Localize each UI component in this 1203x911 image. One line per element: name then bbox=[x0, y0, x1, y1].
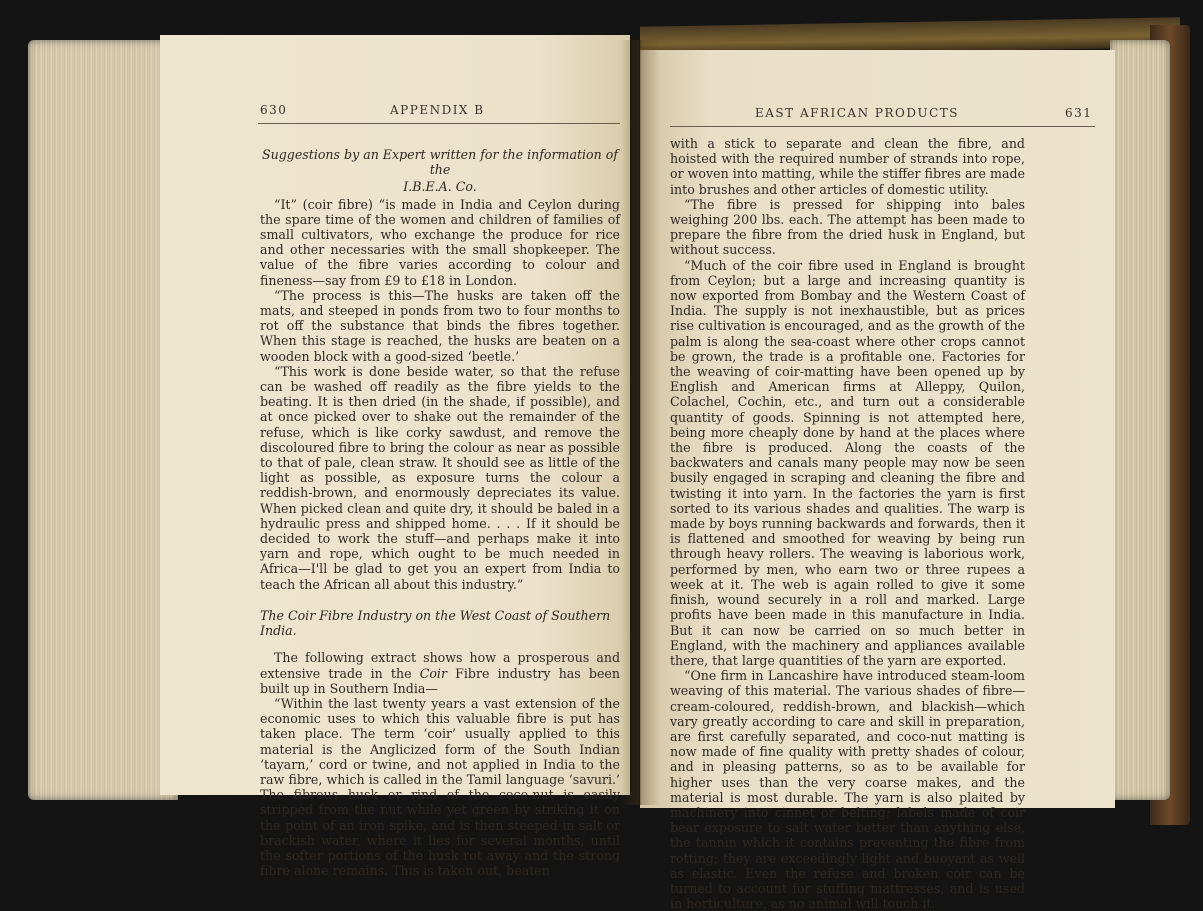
right-paragraph-4: “One firm in Lancashire have introduced steam-loom weaving of this material. The various shades of fibre—cream-coloured, reddish-brown, and blackish—which vary greatly according to care and skill in preparation, are first carefully separated, and coco-nut matting is now made of fine quality with pretty shades of colour, and in pleasing patterns, so as to be available for higher uses than the very coarse makes, and the material is most durable. The yarn is also plaited by machinery into cinnet or belting; labels made of coir bear exposure to salt water better than anything else, the tannin which it contains preventing the fibre from rotting; they are exceedingly light and buoyant as well as elastic. Even the refuse and broken coir can be turned to account for stuffing mattresses, and is used in horticulture, as no animal will touch it. bbox=[670, 668, 1025, 911]
right-page-number: 631 bbox=[1065, 106, 1093, 120]
left-page bbox=[160, 35, 630, 879]
left-paragraph-4-post: Fibre industry has been built up in Southern India— bbox=[260, 665, 620, 696]
right-text-block bbox=[670, 136, 1025, 911]
left-paragraph-5: “Within the last twenty years a vast extension of the economic uses to which this valuable fibre is put has taken place. The term ‘coir’ usually applied to this material is the Anglicized form of the South Indian ‘tayarn,’ cord or twine, and not applied in India to the raw fibre, which is called in the Tamil language ‘savuri.’ The fibrous husk or rind of the coco-nut is easily stripped from the nut while yet green by striking it on the point of an iron spike, and is then steeped in salt or brackish water, where it lies for several months, until the softer portions of the husk rot away and the strong fibre alone remains. This is taken out, beaten bbox=[260, 695, 620, 879]
section2-title: The Coir Fibre Industry on the West Coast of Southern India. bbox=[260, 607, 611, 639]
right-running-title: EAST AFRICAN PRODUCTS bbox=[755, 106, 959, 120]
left-running-title: APPENDIX B bbox=[390, 103, 485, 117]
page-edges-left bbox=[28, 40, 178, 800]
left-paragraph-4-em: Coir bbox=[419, 665, 447, 681]
left-paragraph-1: “It” (coir fibre) “is made in India and Ceylon during the spare time of the women and children of families of small cultivators, who exchange the produce for rice and other necessaries with the small shopkeeper. The value of the fibre varies according to colour and fineness—say from £9 to £18 in London. bbox=[260, 196, 620, 288]
section1-title-line1: Suggestions by an Expert written for the information of the bbox=[261, 147, 618, 178]
page-edges-right bbox=[1110, 40, 1170, 800]
left-paragraph-2: “The process is this—The husks are taken off the mats, and steeped in ponds from two to four months to rot off the substance that binds the fibres together. When this stage is reached, the husks are beaten on a wooden block with a good-sized ‘beetle.’ bbox=[260, 287, 620, 364]
right-paragraph-2: “The fibre is pressed for shipping into bales weighing 200 lbs. each. The attempt has been made to prepare the fibre from the dried husk in England, but without success. bbox=[670, 196, 1025, 258]
right-paragraph-3: “Much of the coir fibre used in England is brought from Ceylon; but a large and increasing quantity is now exported from Bombay and the Western Coast of India. The supply is not inexhaustible, but as prices rise cultivation is encouraged, and as the growth of the palm is along the sea-coast where other crops cannot be grown, the trade is a profitable one. Factories for the weaving of coir-matting have been opened up by English and American firms at Alleppy, Quilon, Colachel, Cochin, etc., and turn out a considerable quantity of goods. Spinning is not attempted here, being more cheaply done by hand at the places where the fibre is produced. Along the coasts of the backwaters and canals many people may now be seen busily engaged in scraping and cleaning the fibre and twisting it into yarn. In the factories the yarn is first sorted to its various shades and qualities. The warp is made by boys running backwards and forwards, then it is flattened and smoothed for weaving by being run through heavy rollers. The weaving is laborious work, performed by men, who earn two or three rupees a week at it. The web is again rolled to give it some finish, wound securely in a roll and marked. Large profits have been made in this manufacture in India. But it can now be carried on so much better in England, with the machinery and appliances available there, that large quantities of the yarn are exported. bbox=[670, 257, 1025, 668]
left-text-block bbox=[260, 147, 620, 878]
right-header-rule bbox=[670, 126, 1095, 127]
section1-title-line2: I.B.E.A. Co. bbox=[403, 179, 477, 195]
left-page-number: 630 bbox=[260, 103, 288, 117]
left-paragraph-3: “This work is done beside water, so that the refuse can be washed off readily as the fibre yields to the beating. It is then dried (in the shade, if possible), and at once picked over to shake out the remainder of the refuse, which is like corky sawdust, and remove the discoloured fibre to bring the colour as near as possible to that of pale, clean straw. It should see as little of the light as possible, as exposure turns the colour a reddish-brown, and enormously depreciates its value. When picked clean and quite dry, it should be baled in a hydraulic press and shipped home. . . . If it should be decided to work the stuff—and perhaps make it into yarn and rope, which ought to be much needed in Africa—I'll be glad to get you an expert from India to teach the African all about this industry.” bbox=[260, 363, 620, 592]
right-paragraph-1: with a stick to separate and clean the fibre, and hoisted with the required number of strands into rope, or woven into matting, while the stiffer fibres are made into brushes and other articles of domestic utility. bbox=[670, 136, 1025, 197]
left-paragraph-4 bbox=[260, 650, 620, 696]
left-header-rule bbox=[258, 123, 620, 124]
right-page bbox=[640, 50, 1115, 911]
left-paragraph-4-pre: The following extract shows how a prosperous and extensive trade in the bbox=[260, 650, 620, 681]
